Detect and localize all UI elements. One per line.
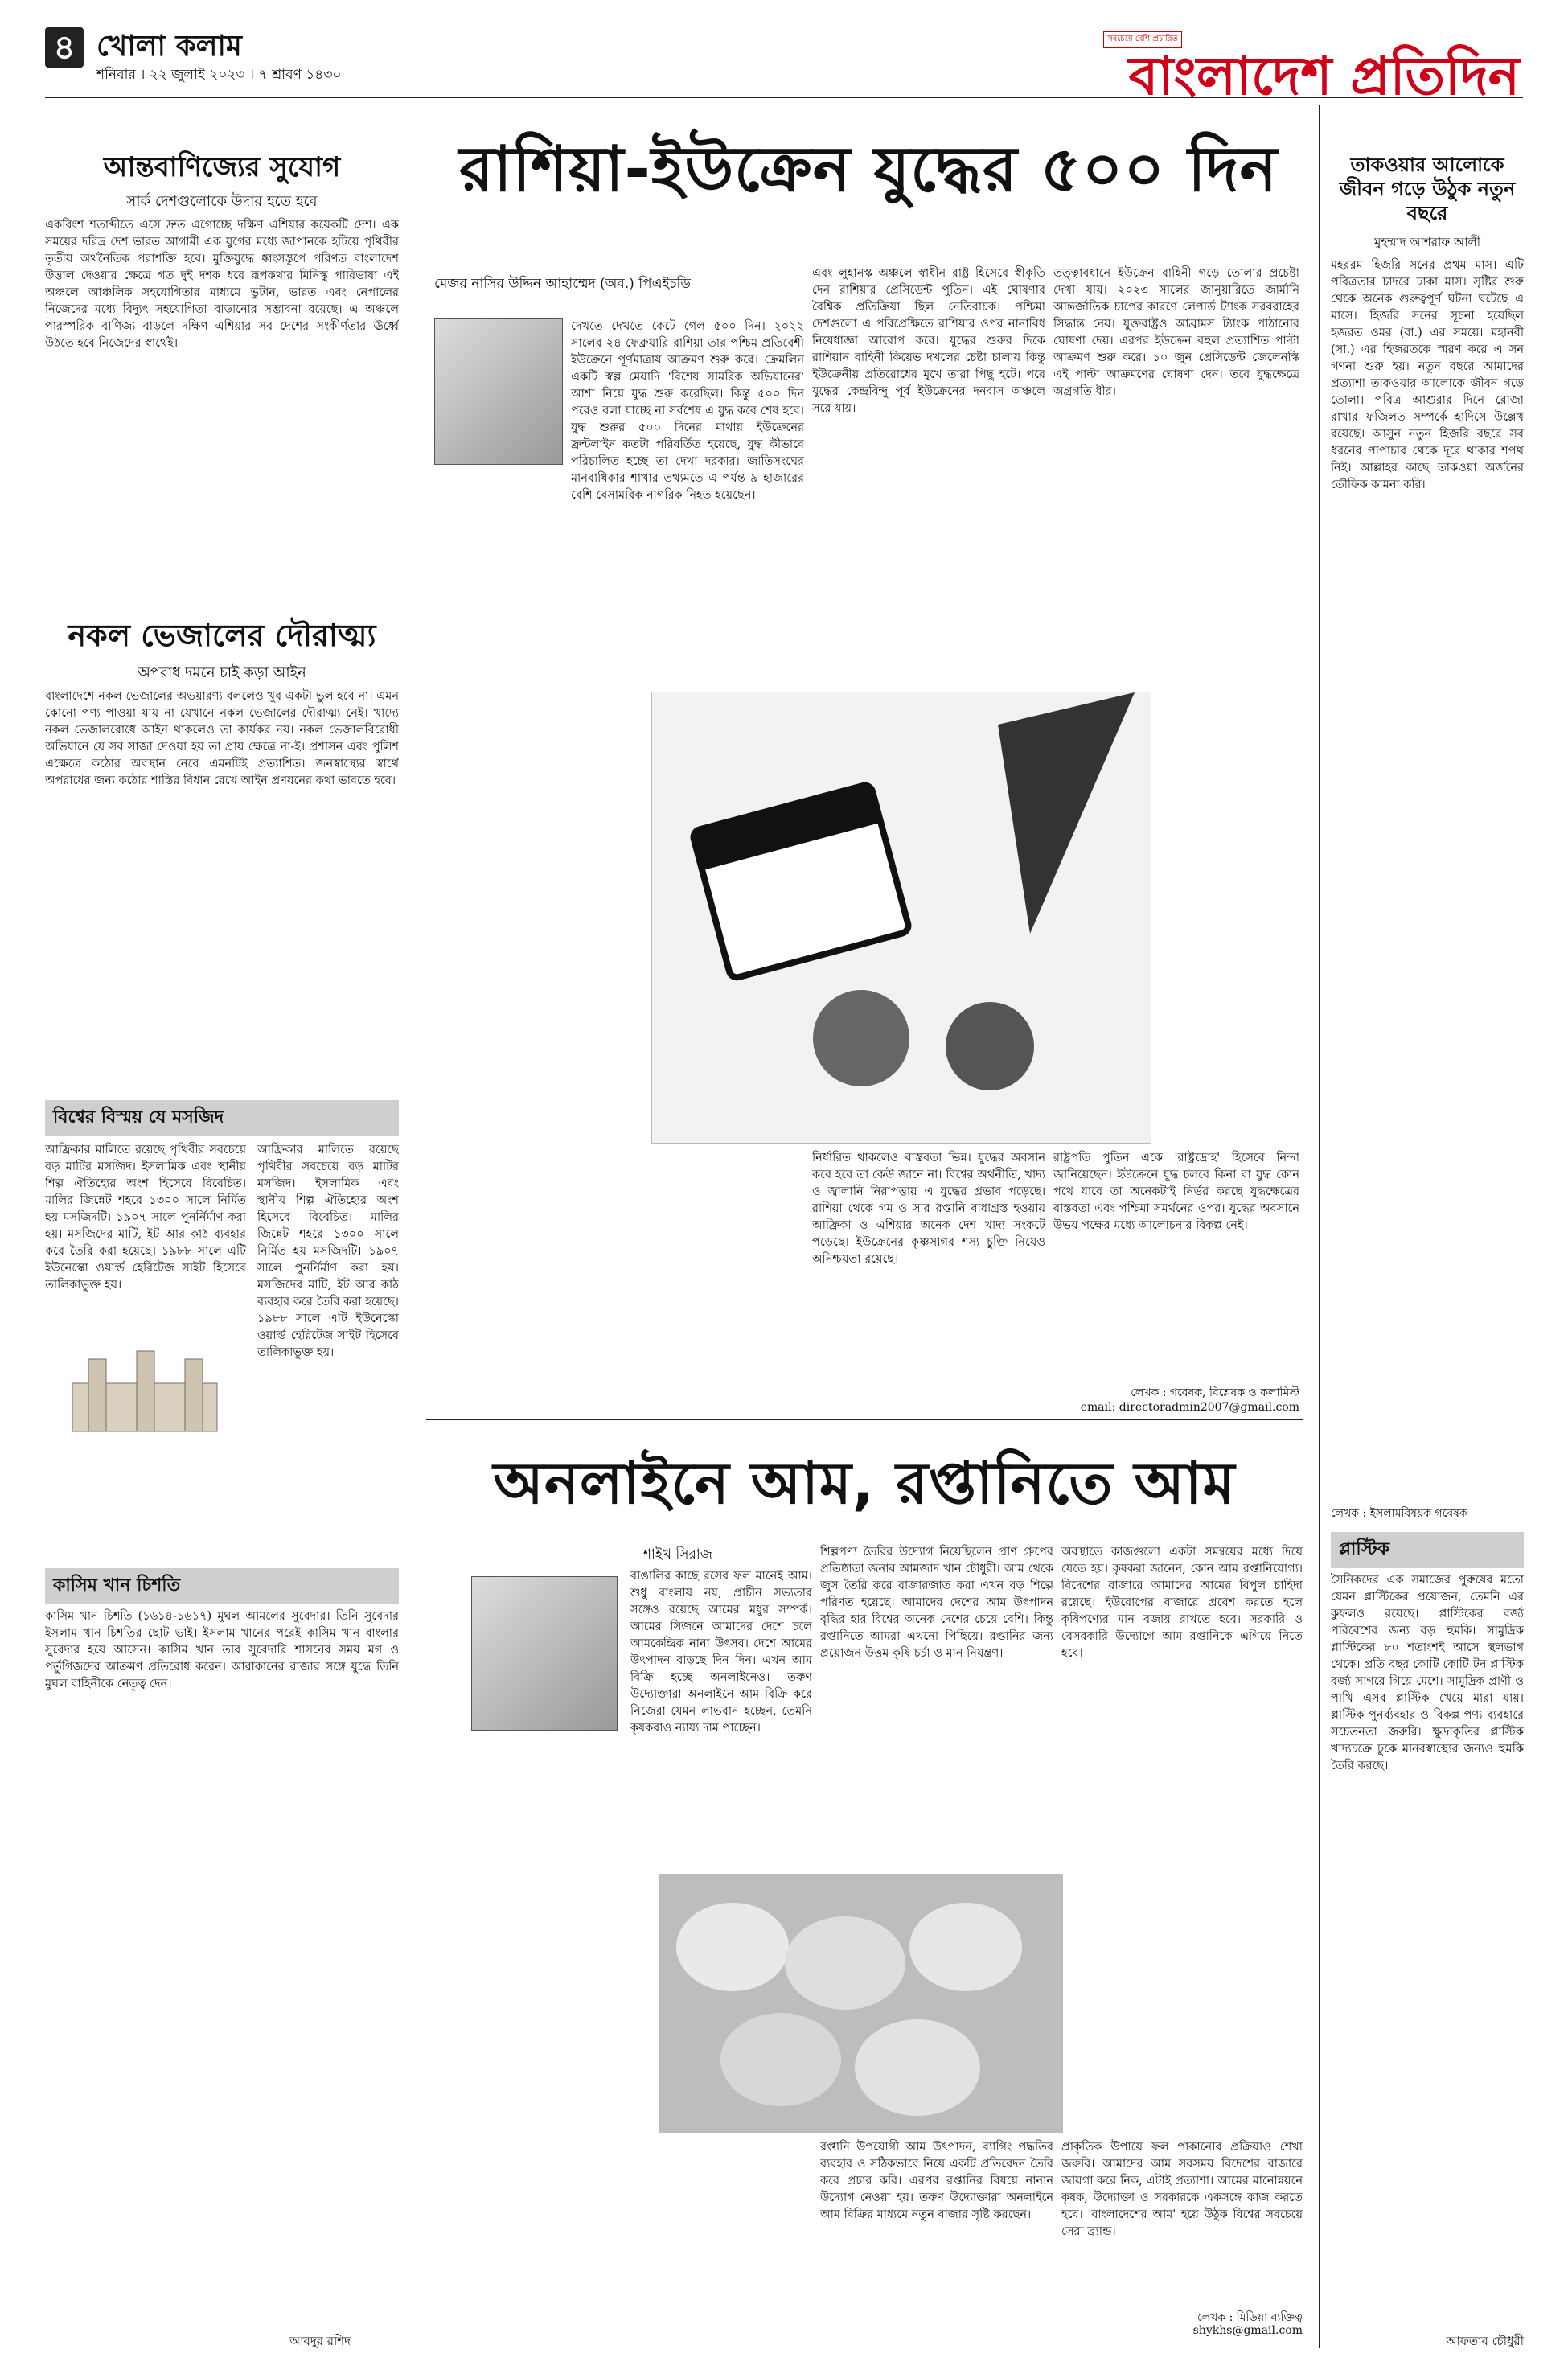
main-col2b: নির্ধারিত থাকলেও বাস্তবতা ভিন্ন। যুদ্ধের অবসান কবে হবে তা কেউ জানে না। বিশ্বের অর্থনীতি, খাদ্য ও জ্বালানি নিরাপত্তায় এ যুদ্ধের প্রভাব পড়েছে। রাশিয়া থেকে গম ও সার রপ্তানি বাধাগ্রস্ত হওয়ায় আফ্রিকা ও এশিয়ার অনেক দেশ খাদ্য সংকটে পড়েছে। ইউক্রেনের কৃষ্ণসাগর শস্য চুক্তি নিয়েও অনিশ্চয়তা রয়েছে।: [812, 1152, 1045, 1266]
mango-icon: [660, 1875, 1062, 2132]
logo-text: বাংলাদেশ প্রতিদিন: [1128, 45, 1520, 107]
kasim-box-title: কাসিম খান চিশতি: [45, 1568, 399, 1604]
second-col2b: রপ্তানি উপযোগী আম উৎপাদন, ব্যাগিং পদ্ধতির ব্যবহার ও সঠিকভাবে নিয়ে একটি প্রতিবেদন তৈরি করে প্রচার করি। এরপর রপ্তানির বিষয়ে নানান উদ্যোগ নেওয়া হয়। তরুণ উদ্যোক্তারা অনলাইনে আম বিক্রির মাধ্যমে নতুন বাজার সৃষ্টি করছেন।: [820, 2141, 1053, 2221]
dateline: শনিবার । ২২ জুলাই ২০২৩ । ৭ শ্রাবণ ১৪৩০: [96, 67, 342, 83]
second-col3b: প্রাকৃতিক উপায়ে ফল পাকানোর প্রক্রিয়াও শেখা জরুরি। আমাদের আম সবসময় বিদেশের বাজারে জায়গা করে নিক, এটাই প্রত্যাশা। আমের মানোন্নয়নে কৃষক, উদ্যোক্তা ও সরকারকে একসঙ্গে কাজ করতে হবে। 'বাংলাদেশের আম' হয়ে উঠুক বিশ্বের সবচেয়ে সেরা ব্র্যান্ড।: [1061, 2141, 1303, 2238]
editorial1-body: একবিংশ শতাব্দীতে এসে দ্রুত এগোচ্ছে দক্ষিণ এশিয়ার কয়েকটি দেশ। এক সময়ের দরিদ্র দেশ ভারত আগামী এক যুগের মধ্যে জাপানকে হটিয়ে পৃথিবীর তৃতীয় অর্থনৈতিক পরাশক্তি হবে। মুক্তিযুদ্ধে ধ্বংসস্তূপে পরিণত বাংলাদেশ উত্তাল দেওয়ার ক্ষেত্রে গত দুই দশক ধরে রূপকথার মিনিস্কু পারিভাষা এই অঞ্চলে আঞ্চলিক সহযোগিতার মাধ্যমে ভুটান, ভারত এবং নেপালের নিজেদের মধ্যে বিদ্যুৎ সহযোগিতা বাড়ানোর সম্ভাবনা রয়েছে। এ অঞ্চলে পারস্পরিক বাণিজ্য বাড়লে দক্ষিণ এশিয়ার সব দেশের সংকীর্ণতার ঊর্ধ্বে উঠতে হবে নিজেদের স্বার্থেই।: [45, 219, 399, 350]
second-email[interactable]: shykhs@gmail.com: [1192, 2324, 1303, 2337]
second-byline: শাইখ সিরাজ: [643, 1546, 712, 1563]
kasim-box-body: কাসিম খান চিশতি (১৬১৪-১৬১৭) মুঘল আমলের সুবেদার। তিনি সুবেদার ইসলাম খান চিশতির ছোট ভাই। ইসলাম খানের পরেই কাসিম খান বাংলার সুবেদার হয়ে আসেন। কাসিম খান তার সুবেদারি শাসনের সময় মগ ও পর্তুগিজদের আক্রমণ প্রতিরোধ করেন। আরাকানের রাজার সঙ্গে যুদ্ধে তিনি মুঘল বাহিনীকে নেতৃত্ব দেন।: [45, 1610, 399, 1690]
editorial1-subtitle: সার্ক দেশগুলোকে উদার হতে হবে: [126, 193, 318, 210]
article-divider: [426, 1419, 1303, 1420]
second-col2: শিল্পপণ্য তৈরির উদ্যোগ নিয়েছিলেন প্রাণ গ্রুপের প্রতিষ্ঠাতা জনাব আমজাদ খান চৌধুরী। আম থেকে জুস তৈরি করে বাজারজাত করা এখন বড় শিল্পে পরিণত হয়েছে। আমাদের দেশের আম উৎপাদন বৃদ্ধির হার বিশ্বের অনেক দেশের চেয়ে বেশি। কিন্তু রপ্তানিতে আমরা এখনো পিছিয়ে। রপ্তানির জন্য প্রয়োজন উত্তম কৃষি চর্চা ও মান নিয়ন্ত্রণ।: [820, 1546, 1053, 1660]
page-number: ৪: [45, 27, 84, 68]
war-illustration: [651, 692, 1151, 1144]
editorial2-title: নকল ভেজালের দৌরাত্ম্য: [68, 617, 376, 653]
main-byline: মেজর নাসির উদ্দিন আহাম্মেদ (অব.) পিএইচডি: [434, 276, 691, 292]
main-author-note: লেখক : গবেষক, বিশ্লেষক ও কলামিস্ট: [1131, 1386, 1299, 1399]
second-author-note: লেখক : মিডিয়া ব্যক্তিত্ব: [1197, 2311, 1303, 2324]
second-headline: অনলাইনে আম, রপ্তানিতে আম: [493, 1449, 1236, 1517]
right-article-body: মহররম হিজরি সনের প্রথম মাস। এটি পবিত্রতার চাদরে ঢাকা মাস। সৃষ্টির শুরু থেকে অনেক গুরুত্বপূর্ণ ঘটনা ঘটেছে এ মাসে। হিজরি সনের সূচনা হয়েছিল হজরত ওমর (রা.) এর সময়ে। মহানবী (সা.) এর হিজরতকে স্মরণ করে এ সন গণনা শুরু হয়। নতুন বছরে আমাদের প্রত্যাশা তাকওয়ার আলোকে জীবন গড়ে তোলা। পবিত্র আশুরার দিনে রোজা রাখার ফজিলত সম্পর্কে হাদিসে উল্লেখ রয়েছে। আসুন নতুন হিজরি বছরে সব ধরনের পাপাচার থেকে দূরে থাকার শপথ নিই। আল্লাহর কাছে তাকওয়া অর্জনের তৌফিক কামনা করি।: [1331, 259, 1524, 491]
masthead-logo: [1103, 29, 1520, 105]
right-article-title: তাকওয়ার আলোকে জীবন গড়ে উঠুক নতুন বছরে: [1339, 153, 1516, 224]
header-rule: [45, 97, 1523, 98]
right-author-note: লেখক : ইসলামবিষয়ক গবেষক: [1331, 1507, 1467, 1520]
plastic-box-author: আফতাব চৌধুরী: [1446, 2334, 1524, 2348]
plastic-box-body: সৈনিকদের এক সমাজের পুরুষের মতো যেমন প্লাস্টিকের প্রয়োজন, তেমনি এর কুফলও রয়েছে। প্লাস্টিকের বর্জ্য পরিবেশের জন্য বড় হুমকি। সামুদ্রিক প্লাস্টিকের ৮০ শতাংশই আসে স্থলভাগ থেকে। প্রতি বছর কোটি কোটি টন প্লাস্টিক বর্জ্য সাগরে গিয়ে মেশে। সামুদ্রিক প্রাণী ও পাখি এসব প্লাস্টিক খেয়ে মারা যায়। প্লাস্টিক পুনর্ব্যবহার ও বিকল্প পণ্য ব্যবহারে সচেতনতা জরুরি। ক্ষুদ্রাকৃতির প্লাস্টিক খাদ্যচক্রে ঢুকে মানবস্বাস্থ্যের জন্যও হুমকি তৈরি করছে।: [1331, 1574, 1524, 1772]
editorial1-title: আন্তবাণিজ্যের সুযোগ: [103, 151, 341, 183]
second-col1: বাঙালির কাছে রসের ফল মানেই আম। শুধু বাংলায় নয়, প্রাচীন সভ্যতার সঙ্গেও রয়েছে আমের মধুর সম্পর্ক। আমের সিজনে আমাদের দেশে চলে আমকেন্দ্রিক নানা উৎসব। দেশে আমের উৎপাদন বাড়ছে দিন দিন। এখন আম বিক্রি হচ্ছে অনলাইনেও। তরুণ উদ্যোক্তারা অনলাইনে আম বিক্রি করে নিজেরা যেমন লাভবান হচ্ছেন, তেমনি কৃষকরাও ন্যায্য দাম পাচ্ছেন।: [630, 1570, 812, 1735]
main-col3: তত্ত্বাবধানে ইউক্রেন বাহিনী গড়ে তোলার প্রচেষ্টা দেখা যায়। ২০২৩ সালের জানুয়ারিতে জার্মানি আন্তর্জাতিক চাপের কারণে লেপার্ড ট্যাংক সরবরাহের সিদ্ধান্ত নেয়। যুক্তরাষ্ট্রও আব্রামস ট্যাংক পাঠানোর ঘোষণা দেয়। এরপর ইউক্রেন বহুল প্রত্যাশিত পাল্টা আক্রমণ শুরু করে। ১০ জুন প্রেসিডেন্ট জেলেনস্কি এই পাল্টা আক্রমণের ঘোষণা দেন। তবে যুদ্ধক্ষেত্রে অগ্রগতি ধীর।: [1053, 267, 1299, 398]
main-col3b: রাষ্ট্রপতি পুতিন একে 'রাষ্ট্রদ্রোহ' হিসেবে নিন্দা জানিয়েছেন। ইউক্রেনে যুদ্ধ চলবে কিনা বা যুদ্ধ কোন পথে যাবে তা অনেকটাই নির্ভর করছে যুদ্ধক্ষেত্রের বাস্তবতা এবং পশ্চিমা সমর্থনের ওপর। যুদ্ধের অবসানে উভয় পক্ষের মধ্যে আলোচনার বিকল্প নেই।: [1053, 1152, 1299, 1232]
mosque-box-body-2: আফ্রিকার মালিতে রয়েছে পৃথিবীর সবচেয়ে বড় মাটির মসজিদ। ইসলামিক এবং স্থানীয় শিল্প ঐতিহ্যের অংশ হিসেবে বিবেচিত। মালির জিন্নেট শহরে ১৩০০ সালে নির্মিত হয় মসজিদটি। ১৯০৭ সালে পুনর্নির্মাণ করা হয়। মসজিদের মাটি, ইট আর কাঠ ব্যবহার করে তৈরি করা হয়েছে। ১৯৮৮ সালে এটি ইউনেস্কো ওয়ার্ল্ড হেরিটেজ সাইট হিসেবে তালিকাভুক্ত হয়।: [257, 1144, 399, 1359]
kasim-box-author: আবদুর রশিদ: [289, 2334, 351, 2348]
section-title: খোলা কলাম: [96, 29, 242, 63]
main-col1: দেখতে দেখতে কেটে গেল ৫০০ দিন। ২০২২ সালের ২৪ ফেব্রুয়ারি রাশিয়া তার পশ্চিম প্রতিবেশী ইউক্রেনে পূর্ণমাত্রায় আক্রমণ শুরু করে। ক্রেমলিন একটি স্বল্প মেয়াদি 'বিশেষ সামরিক অভিযানের' আশা নিয়ে যুদ্ধ শুরু করেছিল। কিন্তু ৫০০ দিন পরেও বলা যাচ্ছে না সর্বশেষ এ যুদ্ধ কবে শেষ হবে। যুদ্ধ শুরুর ৫০০ দিনের মাথায় ইউক্রেনের ফ্রন্টলাইন কতটা পরিবর্তিত হয়েছে, যুদ্ধ কীভাবে পরিচালিত হচ্ছে তা দেখা দরকার। জাতিসংঘের মানবাধিকার শাখার তথ্যমতে এ পর্যন্ত ৯ হাজারের বেশি বেসামরিক নাগরিক নিহত হয়েছেন।: [571, 320, 804, 502]
column-divider-right: [1319, 105, 1320, 2348]
mosque-illustration: [64, 1335, 225, 1440]
mango-photo: [659, 1874, 1063, 2133]
logo-tagline: সবচেয়ে বেশি প্রচারিত: [1103, 31, 1182, 48]
mosque-box-body: আফ্রিকার মালিতে রয়েছে পৃথিবীর সবচেয়ে বড় মাটির মসজিদ। ইসলামিক এবং স্থানীয় শিল্প ঐতিহ্যের অংশ হিসেবে বিবেচিত। মালির জিন্নেট শহরে ১৩০০ সালে নির্মিত হয় মসজিদটি। ১৯০৭ সালে পুনর্নির্মাণ করা হয়। মসজিদের মাটি, ইট আর কাঠ ব্যবহার করে তৈরি করা হয়েছে। ১৯৮৮ সালে এটি ইউনেস্কো ওয়ার্ল্ড হেরিটেজ সাইট হিসেবে তালিকাভুক্ত হয়।: [45, 1144, 246, 1292]
right-article-author: মুহম্মাদ আশরাফ আলী: [1373, 235, 1480, 249]
mosque-box-title: বিশ্বের বিস্ময় যে মসজিদ: [45, 1100, 399, 1136]
main-email[interactable]: email: directoradmin2007@gmail.com: [1080, 1401, 1299, 1414]
calendar-pen-icon: [652, 692, 1151, 1143]
main-col2: এবং লুহানস্ক অঞ্চলে স্বাধীন রাষ্ট্র হিসেবে স্বীকৃতি দেন রাশিয়ার প্রেসিডেন্ট পুতিন। এই ঘোষণার বৈশ্বিক প্রতিক্রিয়া ছিল নেতিবাচক। পশ্চিমা দেশগুলো এ পরিপ্রেক্ষিতে রাশিয়ার ওপর নানাবিধ নিষেধাজ্ঞা আরোপ করে। যুদ্ধের শুরুর দিকে রাশিয়ান বাহিনী কিয়েভ দখলের চেষ্টা চালায় কিন্তু ইউক্রেনীয় প্রতিরোধের মুখে তারা পিছু হটে। পরে যুদ্ধের কেন্দ্রবিন্দু পূর্ব ইউক্রেনের দনবাস অঞ্চলে সরে যায়।: [812, 267, 1045, 415]
second-col3: অবস্থাতে কাজগুলো একটা সমন্বয়ের মধ্যে দিয়ে যেতে হয়। কৃষকরা জানেন, কোন আম রপ্তানিযোগ্য। বিদেশের বাজারে আমাদের আমের বিপুল চাহিদা রয়েছে। ইউরোপের বাজারে প্রবেশ করতে হলে কৃষিপণ্যের মান বজায় রাখতে হবে। সরকারি ও বেসরকারি উদ্যোগে আম রপ্তানিকে এগিয়ে নিতে হবে।: [1061, 1546, 1303, 1660]
plastic-box-title: প্লাস্টিক: [1331, 1532, 1524, 1568]
editorial2-body: বাংলাদেশে নকল ভেজালের অভয়ারণ্য বললেও খুব একটা ভুল হবে না। এমন কোনো পণ্য পাওয়া যায় না যেখানে নকল ভেজালের দৌরাত্ম্য নেই। খাদ্যে নকল ভেজালরোধে আইন থাকলেও তা কার্যকর নয়। নকল ভেজালবিরোধী অভিযানে যে সব সাজা দেওয়া হয় তা প্রায় ক্ষেত্রে না-ই। প্রশাসন এবং পুলিশ এক্ষেত্রে কঠোর অবস্থান নেবে এমনটিই প্রত্যাশিত। জনস্বাস্থ্যের স্বার্থে অপরাধের জন্য কঠোর শাস্তির বিধান রেখে আইন প্রণয়নের কথা ভাবতে হবে।: [45, 690, 399, 787]
editorial2-subtitle: অপরাধ দমনে চাই কড়া আইন: [138, 664, 306, 681]
main-headline: রাশিয়া-ইউক্রেন যুদ্ধের ৫০০ দিন: [458, 133, 1279, 206]
